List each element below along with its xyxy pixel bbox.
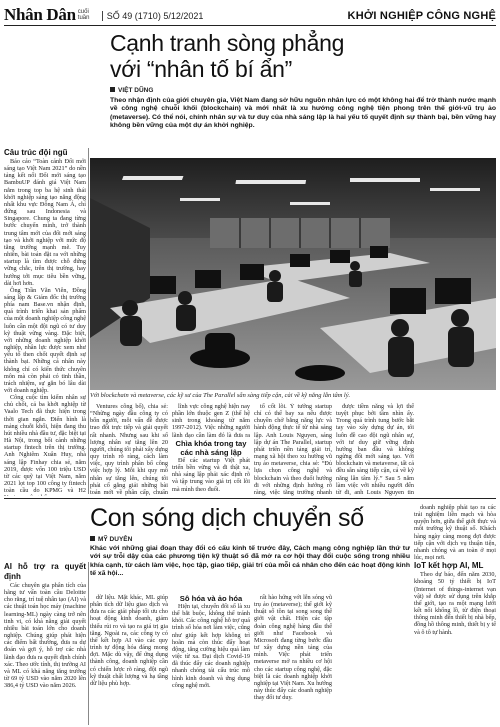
article2-col5b-text: Theo dự báo, đến năm 2030, khoảng 50 tỷ thiết bị IoT (Internet of things-internet vạn vật) sẽ được sử dụng trên khắp thế giới, tạo ra một mạng lưới kết nối khổng lồ, từ điện thoại thông minh đến thiết bị nhà bếp, đồng hồ thông minh, thiết bị y tế và ô tô tự hành.	[414, 571, 496, 636]
article1-byline-text: VIỆT DŨNG	[118, 87, 154, 94]
article2-col4-text: rất hào hứng với lễn sóng vũ trụ ảo (metaverse); thế giới kỹ thuật số tồn tại song song thế giới vật chất. Hiện các tập đoàn công nghệ hàng đầu thế giới như Facebook và Microsoft đang từng bước đầu tư xây dựng nền tảng của mình. Việc phát triển metaverse mở ra nhiều cơ hội cho các startup công nghệ, đặc biệt là các doanh nghiệp khởi nghiệp tại Việt Nam. Xu hướng này thúc đẩy các doanh nghiệp thay đổi tư duy.	[254, 594, 332, 702]
article2-byline-text: MỸ DUYÊN	[98, 536, 133, 543]
article1-left-subhead: Câu trúc đội ngũ	[4, 148, 68, 157]
article2-column-5	[414, 504, 496, 725]
article1-title	[110, 30, 344, 82]
article1-col2-text: Ventures công bố), chia sẻ: “Những ngày đầu công ty có bốn người, mỗi vấn đề được trao đổi trực tiếp và giải quyết rất nhanh. Nhưng sau khi số lượng nhân sự tăng lên 20 người, chúng tôi phải xây dựng quy trình rõ ràng, cách làm việc, quy trình phân bổ công việc hợp lý. Mỗi khi quy mô nhân sự tăng lên, chúng tôi phải cố gắng giải những bài toán mới về phân cấp, chuẩn	[90, 403, 168, 496]
article2-left-p1: Các chuyên gia phân tích của hãng tư vấn toàn cầu Deloitte cho rằng, trí tuệ nhân tạo (AI) và các thuật toán học máy (machine learning-ML) ngày càng trở nên tinh vi, có khả năng giải quyết nhiều bài toán lớn cho doanh nghiệp. Chúng giúp phát hiện các điểm bất thường, đưa ra dự đoán và gợi ý, hỗ trợ các nhà lãnh đạo đưa ra quyết định chính xác. Theo ước tính, thị trường AI và ML có khả năng tăng trưởng từ 69 tỷ USD vào năm 2020 lên 386,4 tỷ USD vào năm 2026.	[4, 582, 86, 690]
article2-col3-subhead: Sô hóa và ảo hóa	[179, 594, 243, 603]
masthead-rule	[4, 25, 496, 26]
office-photo	[90, 158, 496, 390]
article1-left-column	[4, 148, 86, 496]
article1-col5-text: được tiềm năng và lợi thế tuyệt phục bởi tầm nhìn ấy. Trong quá trình tung bước bắt tay vào xây dựng dự án, tôi luôn đề cao đội ngũ nhân sự, với tư duy giữ vững định hướng ban đầu và không ngừng đổi mới sáng tạo. Với blockchain và metaverse, tất cả đều sẵn sàng tiếp cận, cả về kỹ năng lẫn tâm lý.” Sau 5 năm làm việc với nhiều người đến từ đi, anh Louis Nguyen tin	[336, 403, 414, 496]
article1-left-p1: Báo cáo “Toàn cảnh Đổi mới sáng tạo Việt Nam 2021” do nền tảng kết nối Đổi mới sáng tạo BambuUP đánh giá Việt Nam nằm trong top ba hệ sinh thái khởi nghiệp sáng tạo năng động nhất khu vực Đông Nam Á, chỉ đứng sau Indonesia và Singapore. Chung ta đang từng bước chuyển mình, trở thành trung tâm mới của đổi mới sáng tạo và khởi nghiệp với mức độ tăng trưởng mạnh mẽ. Tuy nhiên, bài toán đặt ra với những startup là tìm được chỗ đứng vững chắc, trên thị trường, hay hướng tới mục tiêu bền vững, dài hơi hơn.	[4, 158, 86, 287]
article1-title-line2: với “nhân tố bí ẩn”	[110, 56, 292, 82]
office-photo-illustration	[90, 158, 496, 390]
article1-col3-subhead: Chìa khóa trong tay các nhà sáng lập	[175, 439, 247, 457]
newspaper-logo: Nhân Dân	[4, 5, 76, 24]
column-divider-2	[88, 562, 89, 725]
article1-col3b-text: Để các startup Việt phát triển bền vững và đi thật xa, nhà sáng lập phải xác định rõ và tập trung vào giá trị cốt lõi mà mình theo đuổi.	[172, 457, 250, 493]
article1-column-3	[172, 403, 250, 496]
article1-column-5	[336, 403, 414, 496]
article2-col5-subhead: IoT kết hợp AI, ML	[414, 561, 484, 571]
column-divider	[88, 148, 89, 494]
issue-number: SỐ 49 (1710) 5/12/2021	[102, 11, 204, 21]
article2-col2-text: dữ liệu. Mặt khác, ML giúp phân tích dữ liệu giao dịch và đưa ra các giải pháp tối ưu cho hoạt động kinh doanh, giảm thiểu rủi ro và tạo ra giá trị gia tăng. Ngoài ra, các công ty có thể kết hợp AI vào các quy trình tự động hóa đáng mong đợi. Mặc dù vậy, để ứng dụng thành công, doanh nghiệp cần có chiến lược rõ ràng, đội ngũ kỹ thuật chất lượng và hạ tầng dữ liệu phù hợp.	[90, 594, 168, 687]
photo-caption: Với blockchain và metaverse, các kỹ sư của The Parallel sẵn sàng tiếp cận, cải về kỹ năng lẫn tâm lý.	[90, 392, 351, 399]
article1-left-p2: Ông Trần Văn Viên, Đồng sáng lập & Giám đốc thị trường phía nam Base.vn nhận định, quá trình triển khai sản phẩm của một doanh nghiệp công nghệ luôn cần một đội ngũ có tư duy kỹ thuật vững vàng. Đặc biệt, với những doanh nghiệp khởi nghiệp, nhân lực được xem như yếu tố then chốt quyết định sự thành bại. Những cá nhân này không chỉ có kiến thức chuyên môn mà còn phải có tinh thần, trách nhiệm, sự gắn bó lâu dài với doanh nghiệp.	[4, 286, 86, 394]
article1-column-2	[90, 403, 168, 496]
logo-subtitle: cuối tuần	[77, 9, 90, 21]
masthead	[4, 2, 496, 24]
article1-col4-text: tố cốt lõi. Ý tưởng startup chỉ có thể bay xa nếu được chuyền chở bằng năng lực và hành động thực tế từ nhà sáng lập. Anh Louis Nguyen, sáng lập dự án The Parallel, startup phát triển nền tảng giải trí, mạng xã hội theo xu hướng vũ trụ ảo metaverse, chia sẻ: “Đủ lựa chọn công nghệ và blockchain và theo đuổi hướng đi với những định hướng rõ ràng, việc tăng trưởng nhanh	[254, 403, 332, 496]
article2-sapo: Khác với những giai đoạn thay đổi có cấu kinh tế trước đây, Cách mạng công nghiệp lần thứ tư với sự trỗi dậy của các phương tiện kỹ thuật số đã mở ra cơ hội thay đổi cuộc sống trong nhiều khía cạnh, từ cách làm việc, học tập, giao tiếp, giải trí của mỗi cá nhân cho đến các hoạt động kinh tế xã hội...	[90, 545, 410, 578]
article1-byline	[110, 87, 153, 94]
article2-column-4	[254, 594, 332, 725]
article2-title: Con sóng dịch chuyển số	[90, 504, 364, 532]
article2-left-column	[4, 562, 86, 725]
article2-column-2	[90, 594, 168, 725]
article-separator	[4, 498, 496, 499]
article1-col3-text: lĩnh vực công nghệ hiện nay phần lớn thuộc gen Z (thế hệ sinh trong khoảng từ năm 1997-2012). Việc những người lãnh đạo cần làm đó là đưa ra	[172, 403, 250, 439]
article1-sapo: Theo nhận định của giới chuyên gia, Việt Nam đang sở hữu nguồn nhân lực có một không hai để trở thành nước mạnh về công nghệ chuỗi khối (blockchain) và mới nhất là xu hướng công nghệ tiện phong trên thế giới-vũ trụ ảo (metaverse). Có thể nói, chính nhân sự và tư duy của nhà sáng lập là hai yếu tố quyết định sự thành bại, bền vững hay không bền vững của một dự án khởi nghiệp.	[110, 97, 496, 130]
byline-square-icon	[90, 536, 95, 541]
byline-square-icon	[110, 87, 115, 92]
article1-title-line1: Cạnh tranh sòng phẳng	[110, 30, 345, 56]
section-title: KHỞI NGHIỆP CÔNG NGHỆ	[347, 10, 496, 22]
article1-column-4	[254, 403, 332, 496]
article2-byline	[90, 536, 132, 543]
article2-col5-text: doanh nghiệp phải tạo ra các trải nghiệm liền mạch và hòa quyện hơn, giữa thế giới thực và môi trường kỹ thuật số. Khách hàng ngày càng mong đợi được tiếp cận với dịch vụ thuận tiện, nhanh chóng và an toàn ở mọi lúc, mọi nơi.	[414, 504, 496, 562]
article2-left-subhead: AI hỗ trợ ra quyết định	[4, 562, 86, 581]
article2-column-3	[172, 594, 250, 725]
article2-col3-text: Hiện tại, chuyển đổi số là xu thế bắt buộc, không thể tránh khỏi. Các công nghệ hỗ trợ quá trình số hóa nơi làm việc, cũng như giúp kết hợp không trì hoãn mà còn thúc đẩy hoạt động, tăng cường hiệu quả làm việc từ xa. Đại dịch Covid-19 đã thúc đẩy các doanh nghiệp nhanh chóng tái cấu trúc mô hình kinh doanh và ứng dụng công nghệ mới.	[172, 603, 250, 689]
article1-left-p3: Công cuộc tìm kiếm nhân sự chủ chốt, cả ba khởi nghiệp từ Vaalo Tech đã thực hiện trong thời gian ngắn. Điển hình là mảng chuỗi khối, hiện đang thu hút nhiều nhà đầu tư, đặc biệt tại Hà Nội, trong bối cảnh những startup fintech trên thị trường. Anh Nghiêm Xuân Huy, nhà sáng lập Finhay chia sẻ, năm 2019, được vốn 100 triệu USD từ các quỹ tại Việt Nam, năm 2021 lọt top 100 công ty fintech toàn cầu do KPMG và H2	[4, 394, 86, 495]
